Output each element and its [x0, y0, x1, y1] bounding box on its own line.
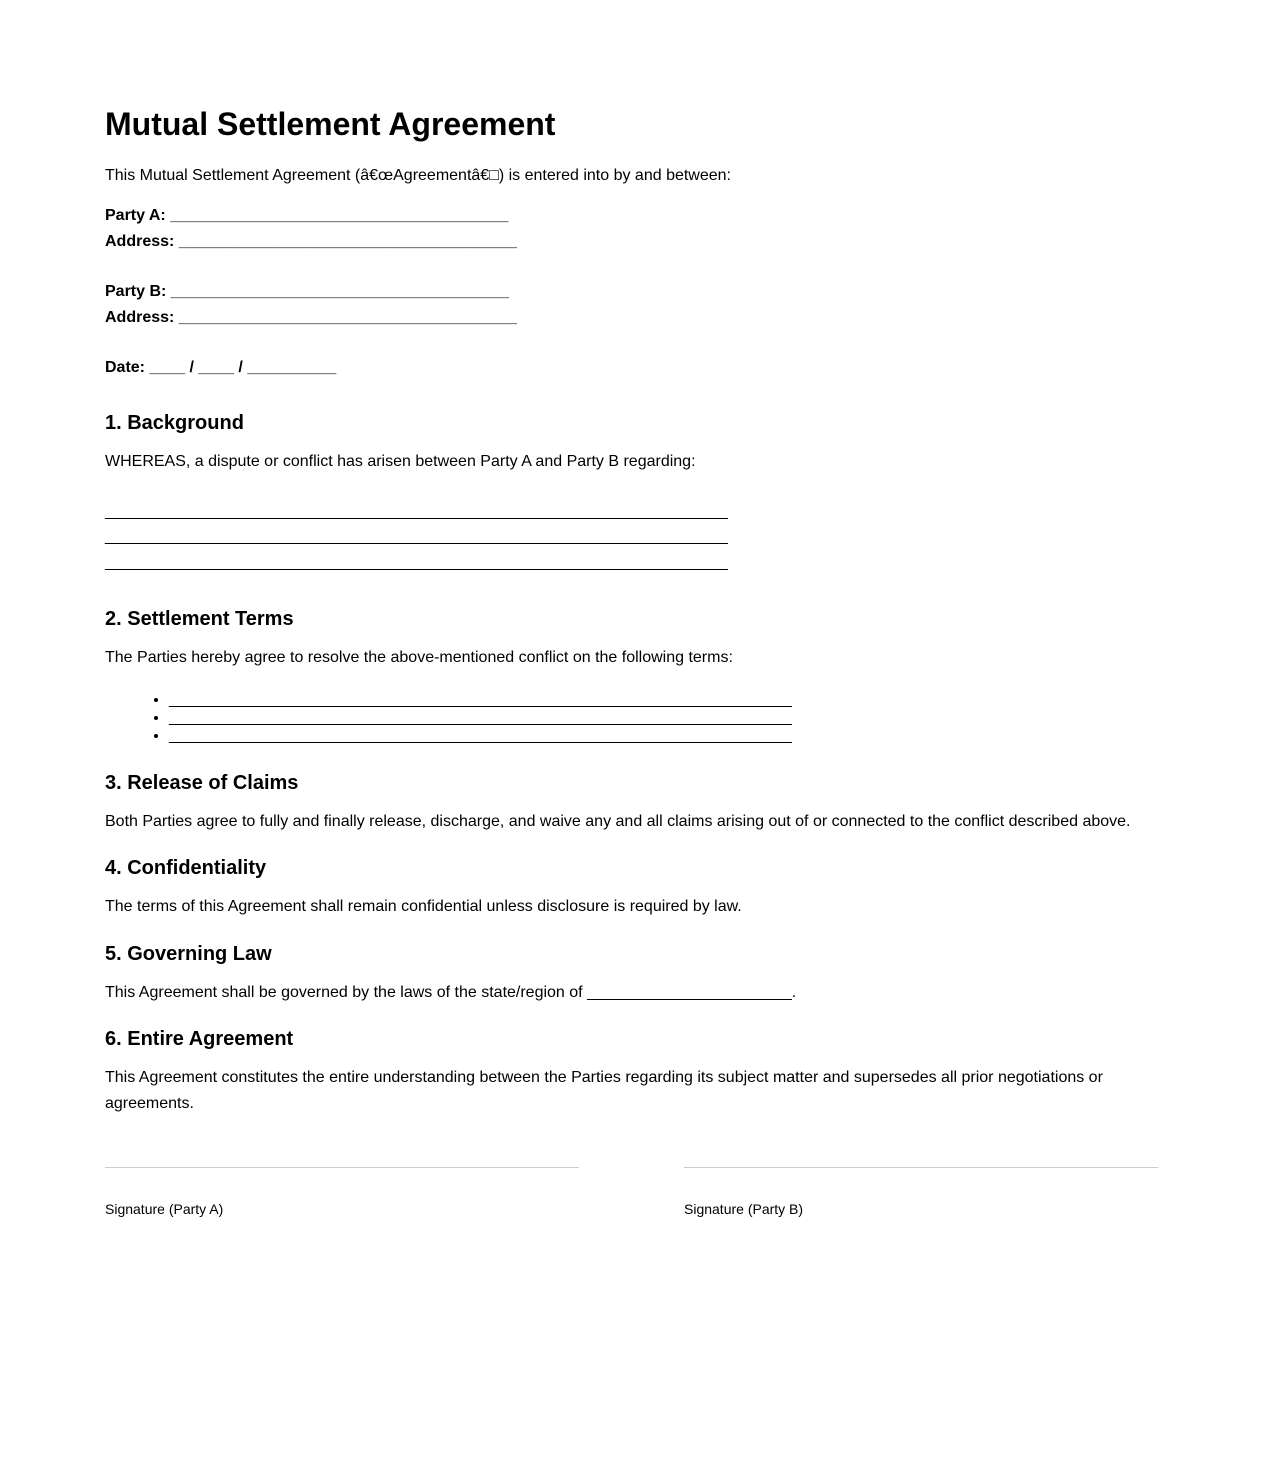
section-settlement-terms	[105, 607, 1158, 745]
section-heading: 5. Governing Law	[105, 942, 272, 965]
document-title: Mutual Settlement Agreement	[105, 106, 556, 142]
signature-label-party-b: Signature (Party B)	[684, 1200, 804, 1217]
section-heading: 3. Release of Claims	[105, 771, 299, 794]
party-a-address-field[interactable]	[105, 229, 1158, 255]
section-text: This Agreement constitutes the entire understanding between the Parties regarding its subject matter and supersedes all prior negotiations or agreements.	[105, 1069, 1103, 1113]
party-b-address-field[interactable]	[105, 305, 1158, 331]
section-entire-agreement	[105, 1027, 1158, 1116]
section-text: WHEREAS, a dispute or conflict has arisen between Party A and Party B regarding:	[105, 452, 696, 470]
section-background	[105, 411, 1158, 575]
section-text: The Parties hereby agree to resolve the above-mentioned conflict on the following terms:	[105, 649, 733, 667]
section-release-of-claims	[105, 771, 1158, 835]
party-b-address-blank[interactable]: ______________________________________	[174, 308, 517, 326]
term-item[interactable]: • ______________________________________________________________________	[169, 727, 1158, 745]
signature-line-party-a[interactable]	[105, 1167, 579, 1168]
party-a-field[interactable]	[105, 203, 1158, 229]
blank-line[interactable]: ______________________________________________________________________	[105, 553, 728, 571]
section-text: The terms of this Agreement shall remain confidential unless disclosure is required by law.	[105, 898, 742, 916]
party-a-blank[interactable]: ______________________________________	[165, 206, 509, 224]
signature-label-party-a: Signature (Party A)	[105, 1200, 224, 1217]
party-a-block	[105, 203, 1158, 255]
intro-paragraph: This Mutual Settlement Agreement (â€œAgreementâ€□) is entered into by and between:	[105, 167, 731, 185]
party-a-address-blank[interactable]: ______________________________________	[174, 232, 517, 250]
signature-area	[105, 1167, 1158, 1220]
section-heading: 4. Confidentiality	[105, 857, 267, 880]
date-field[interactable]	[105, 355, 1158, 381]
party-a-address-label: Address:	[105, 232, 175, 250]
term-item[interactable]: • ______________________________________________________________________	[169, 691, 1158, 709]
section-heading: 6. Entire Agreement	[105, 1028, 294, 1051]
section-confidentiality	[105, 856, 1158, 920]
blank-line[interactable]: ______________________________________________________________________	[105, 528, 728, 546]
party-b-label: Party B:	[105, 282, 167, 300]
section-heading: 2. Settlement Terms	[105, 608, 294, 631]
terms-list	[105, 691, 1158, 745]
term-item[interactable]: • ______________________________________________________________________	[169, 709, 1158, 727]
date-label: Date:	[105, 358, 146, 376]
signature-line-party-b[interactable]	[684, 1167, 1158, 1168]
party-b-blank[interactable]: ______________________________________	[166, 282, 509, 300]
section-text: Both Parties agree to fully and finally release, discharge, and waive any and all claims arising out of or connected to the conflict described above.	[105, 812, 1131, 830]
date-blank[interactable]: ____ / ____ / __________	[145, 358, 337, 376]
background-blank-lines	[105, 499, 1158, 576]
signature-party-b	[684, 1167, 1158, 1220]
section-governing-law	[105, 942, 1158, 1006]
party-b-block	[105, 279, 1158, 331]
party-b-field[interactable]	[105, 279, 1158, 305]
party-a-label: Party A:	[105, 206, 166, 224]
signature-party-a	[105, 1167, 579, 1220]
party-b-address-label: Address:	[105, 308, 175, 326]
section-heading: 1. Background	[105, 411, 244, 434]
section-text: This Agreement shall be governed by the laws of the state/region of _______________________.	[105, 983, 797, 1001]
blank-line[interactable]: ______________________________________________________________________	[105, 502, 728, 520]
